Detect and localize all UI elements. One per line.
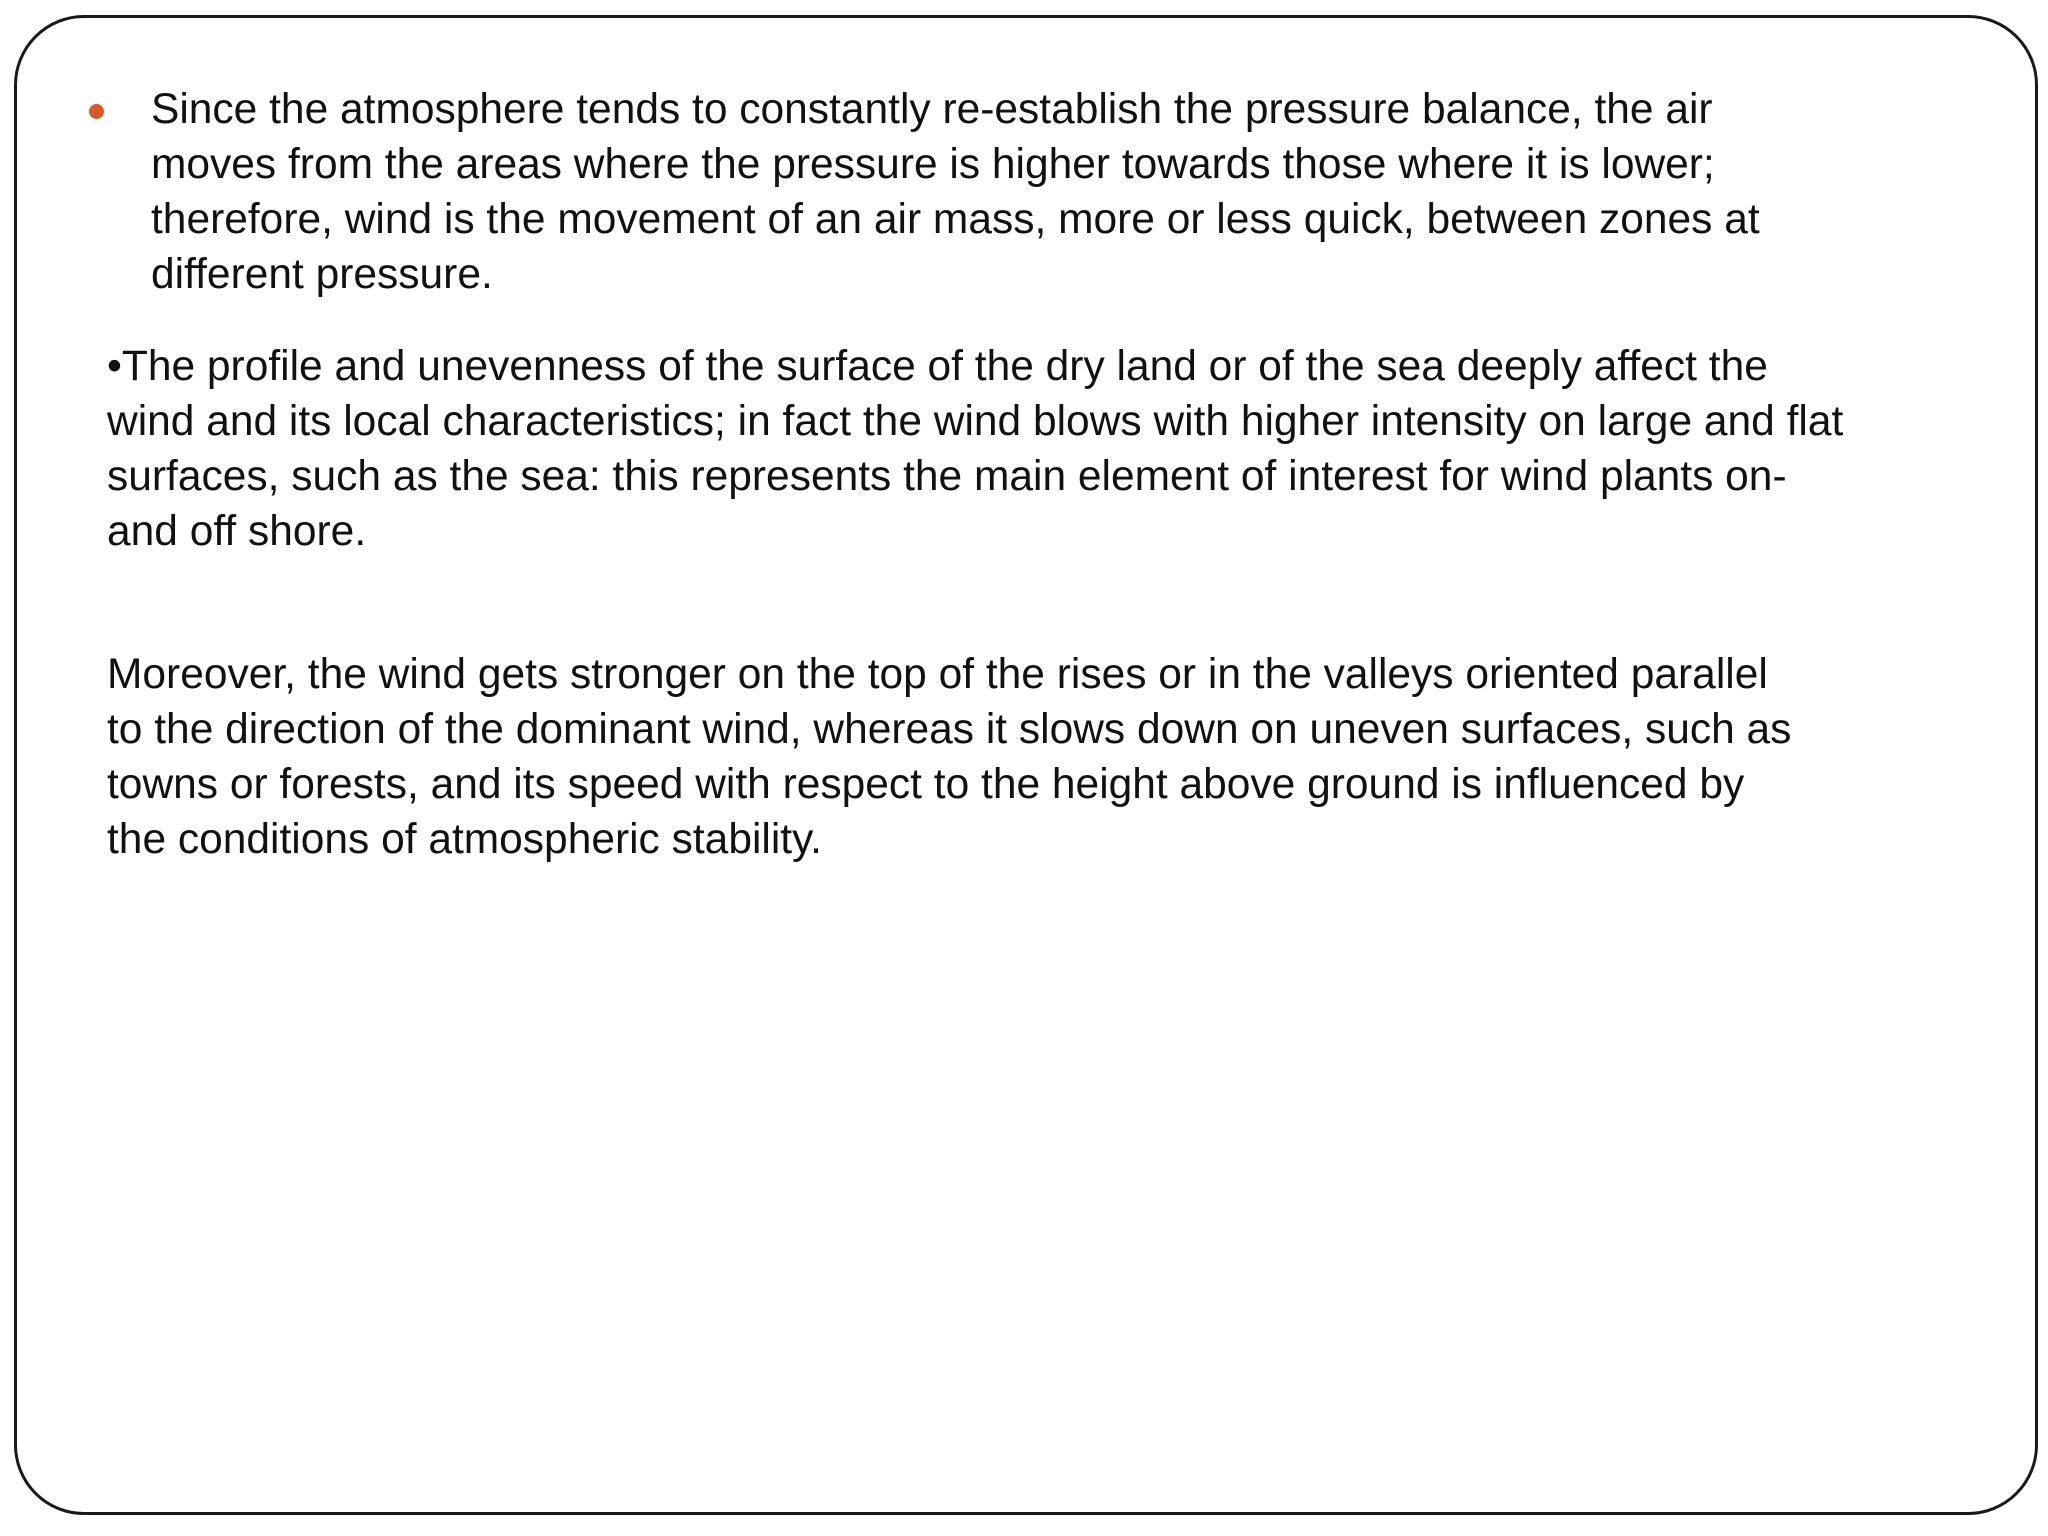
text-line: therefore, wind is the movement of an air mass, more or less quick, between zones at: [151, 196, 1760, 243]
text-line: towns or forests, and its speed with respect to the height above ground is influenced by: [107, 761, 1745, 808]
text-line: Since the atmosphere tends to constantly re-establish the pressure balance, the air: [151, 86, 1713, 133]
text-line: moves from the areas where the pressure is higher towards those where it is lower;: [151, 141, 1715, 188]
text-line: different pressure.: [151, 251, 493, 298]
text-line: surfaces, such as the sea: this represents the main element of interest for wind plants on-: [107, 453, 1787, 500]
text-line: •The profile and unevenness of the surface of the dry land or of the sea deeply affect the: [107, 343, 1768, 390]
text-line: the conditions of atmospheric stability.: [107, 816, 822, 863]
bullet-dot-icon: [89, 104, 104, 119]
text-line: wind and its local characteristics; in fact the wind blows with higher intensity on large and flat: [107, 398, 1844, 445]
text-line: to the direction of the dominant wind, whereas it slows down on uneven surfaces, such as: [107, 706, 1792, 753]
text-line: Moreover, the wind gets stronger on the top of the rises or in the valleys oriented parallel: [107, 651, 1768, 698]
text-line: and off shore.: [107, 508, 367, 555]
